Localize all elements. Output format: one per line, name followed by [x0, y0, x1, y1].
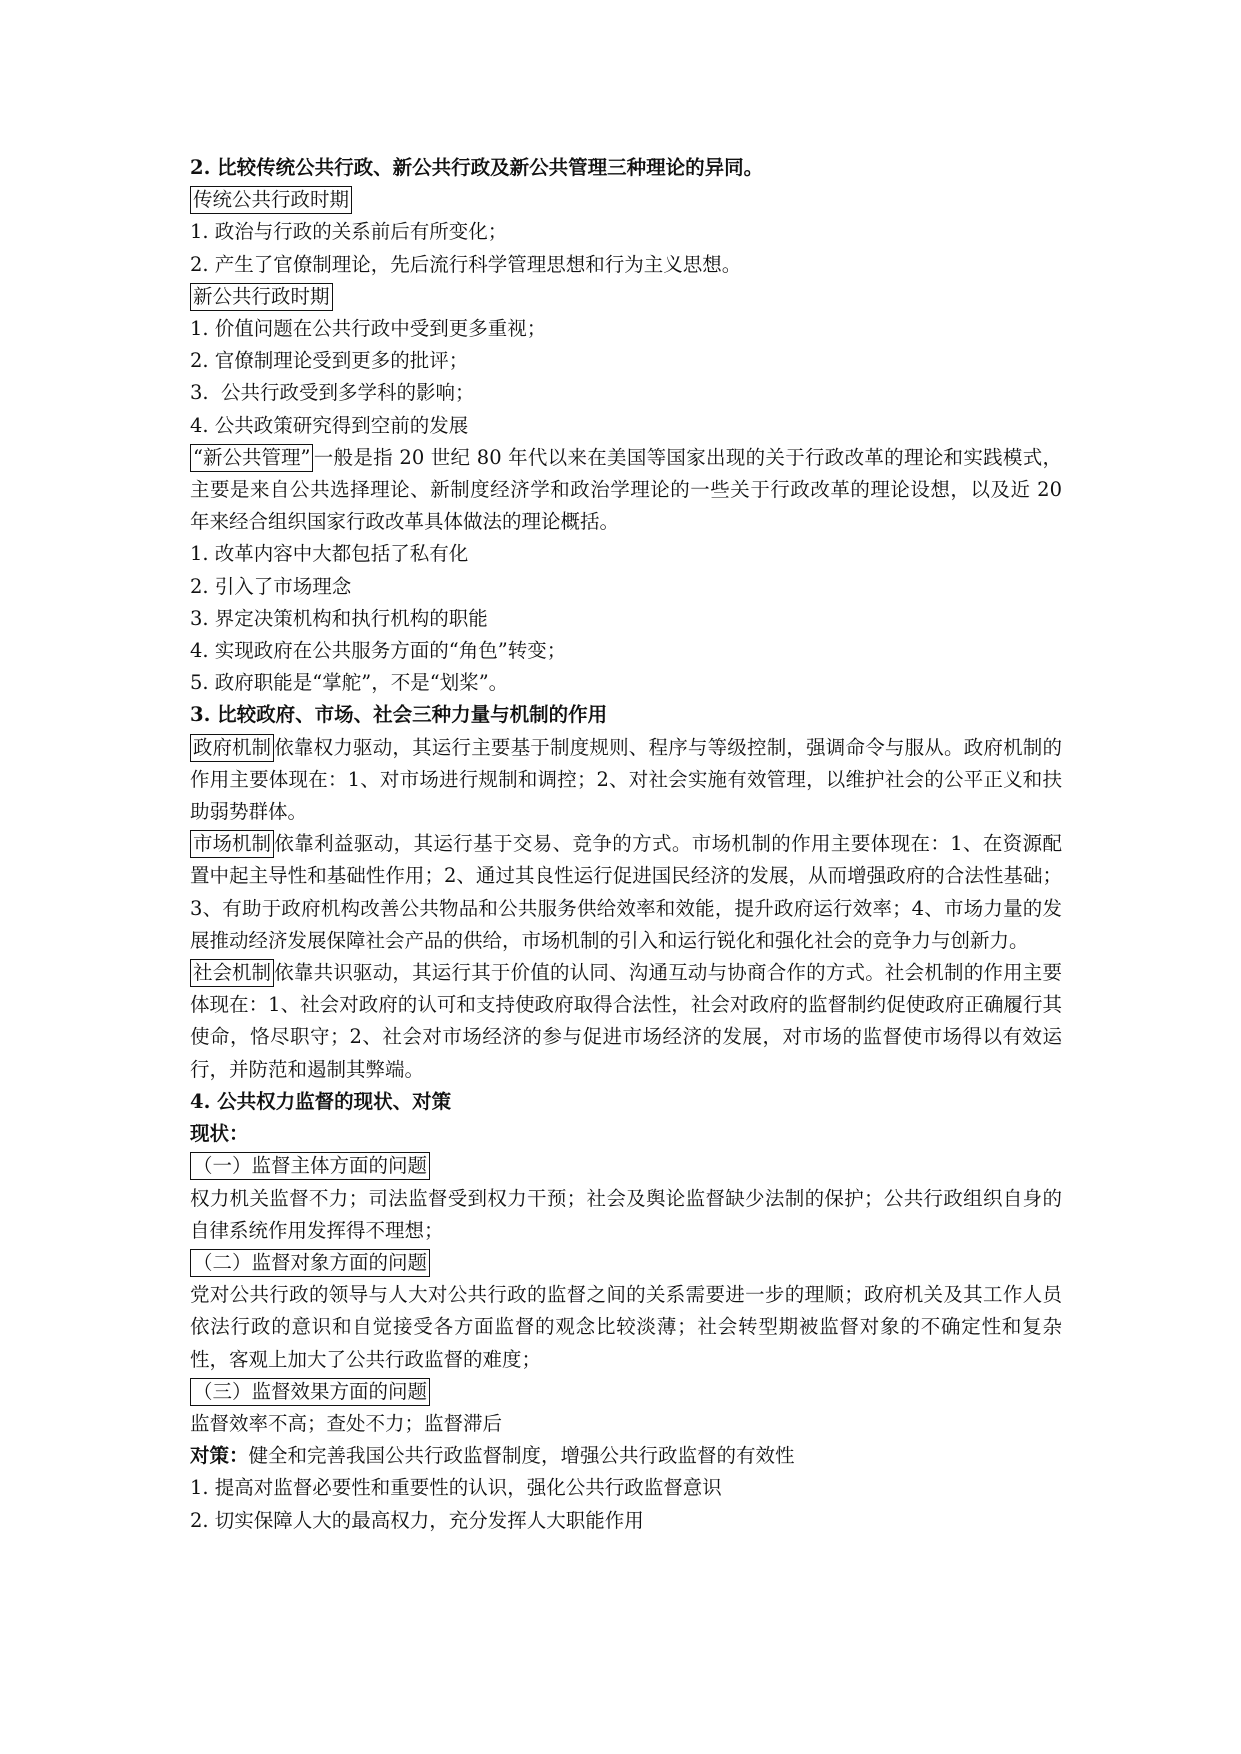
list-item: 3. 界定决策机构和执行机构的职能: [190, 606, 488, 630]
society-mechanism-text: 依靠共识驱动，其运行其于价值的认同、沟通互动与协商合作的方式。社会机制的作用主要体现在：1、社会对政府的认可和支持使政府取得合法性，社会对政府的监督制约促使政府正确履行其使命，恪尽职守；2、社会对市场经济的参与促进市场经济的发展，对市场的监督使市场得以有效运行，并防范和遏制其弊端。: [190, 961, 1062, 1081]
list-item: 1. 政治与行政的关系前后有所变化；: [190, 220, 508, 244]
npm-paragraph: [190, 442, 1062, 539]
list-item: 2. 产生了官僚制理论，先后流行科学管理思想和行为主义思想。: [190, 252, 742, 276]
market-mechanism-box: 市场机制: [190, 830, 274, 858]
measures-line: [190, 1440, 1062, 1472]
market-mechanism-paragraph: [190, 828, 1062, 957]
list-item: 4. 实现政府在公共服务方面的“角色”转变；: [190, 639, 567, 663]
society-mechanism-box: 社会机制: [190, 959, 274, 987]
list-item: 4. 公共政策研究得到空前的发展: [190, 413, 469, 437]
market-mechanism-text: 依靠利益驱动，其运行基于交易、竞争的方式。市场机制的作用主要体现在：1、在资源配置中起主导性和基础性作用；2、通过其良性运行促进国民经济的发展，从而增强政府的合法性基础；3、有助于政府机构改善公共物品和公共服务供给效率和效能，提升政府运行效率；4、市场力量的发展推动经济发展保障社会产品的供给，市场机制的引入和运行锐化和强化社会的竞争力与创新力。: [190, 832, 1062, 952]
list-item: 5. 政府职能是“掌舵”，不是“划桨”。: [190, 671, 509, 695]
gov-mechanism-box: 政府机制: [190, 734, 274, 762]
document-body: [190, 152, 1062, 1537]
status-label: 现状：: [190, 1122, 249, 1146]
measures-label: 对策：: [190, 1444, 249, 1468]
supervision-object-text: 党对公共行政的领导与人大对公共行政的监督之间的关系需要进一步的理顺；政府机关及其工作人员依法行政的意识和自觉接受各方面监督的观念比较淡薄；社会转型期被监督对象的不确定性和复杂性，客观上加大了公共行政监督的难度；: [190, 1283, 1062, 1371]
list-item: 2. 引入了市场理念: [190, 574, 352, 598]
society-mechanism-paragraph: [190, 957, 1062, 1086]
section-4-heading: 4. 公共权力监督的现状、对策: [190, 1089, 452, 1113]
list-item: 2. 官僚制理论受到更多的批评；: [190, 349, 469, 373]
supervision-effect-box: （三）监督效果方面的问题: [190, 1378, 430, 1406]
supervision-subject-box: （一）监督主体方面的问题: [190, 1152, 430, 1180]
supervision-effect-text: 监督效率不高；查处不力；监督滞后: [190, 1411, 503, 1435]
section-2-heading: 2. 比较传统公共行政、新公共行政及新公共管理三种理论的异同。: [190, 156, 764, 179]
list-item: 1. 提高对监督必要性和重要性的认识，强化公共行政监督意识: [190, 1476, 722, 1500]
npm-text: 一般是指 20 世纪 80 年代以来在美国等国家出现的关于行政改革的理论和实践模式，主要是来自公共选择理论、新制度经济学和政治学理论的一些关于行政改革的理论设想，以及近 20 年来经合组织国家行政改革具体做法的理论概括。: [190, 445, 1062, 534]
list-item: 3. 公共行政受到多学科的影响；: [190, 381, 475, 405]
measures-text: 健全和完善我国公共行政监督制度，增强公共行政监督的有效性: [248, 1444, 795, 1468]
new-admin-box: 新公共行政时期: [190, 283, 333, 311]
section-3-heading: 3. 比较政府、市场、社会三种力量与机制的作用: [190, 703, 608, 727]
supervision-object-box: （二）监督对象方面的问题: [190, 1249, 430, 1277]
npm-box: “新公共管理”: [190, 444, 313, 472]
traditional-admin-box: 传统公共行政时期: [190, 186, 352, 214]
supervision-subject-text: 权力机关监督不力；司法监督受到权力干预；社会及舆论监督缺少法制的保护；公共行政组织自身的自律系统作用发挥得不理想；: [190, 1186, 1062, 1242]
gov-mechanism-text: 依靠权力驱动，其运行主要基于制度规则、程序与等级控制，强调命令与服从。政府机制的作用主要体现在：1、对市场进行规制和调控；2、对社会实施有效管理，以维护社会的公平正义和扶助弱势群体。: [190, 735, 1062, 824]
list-item: 1. 改革内容中大都包括了私有化: [190, 542, 469, 566]
gov-mechanism-paragraph: [190, 732, 1062, 829]
list-item: 1. 价值问题在公共行政中受到更多重视；: [190, 317, 547, 341]
list-item: 2. 切实保障人大的最高权力，充分发挥人大职能作用: [190, 1508, 644, 1532]
